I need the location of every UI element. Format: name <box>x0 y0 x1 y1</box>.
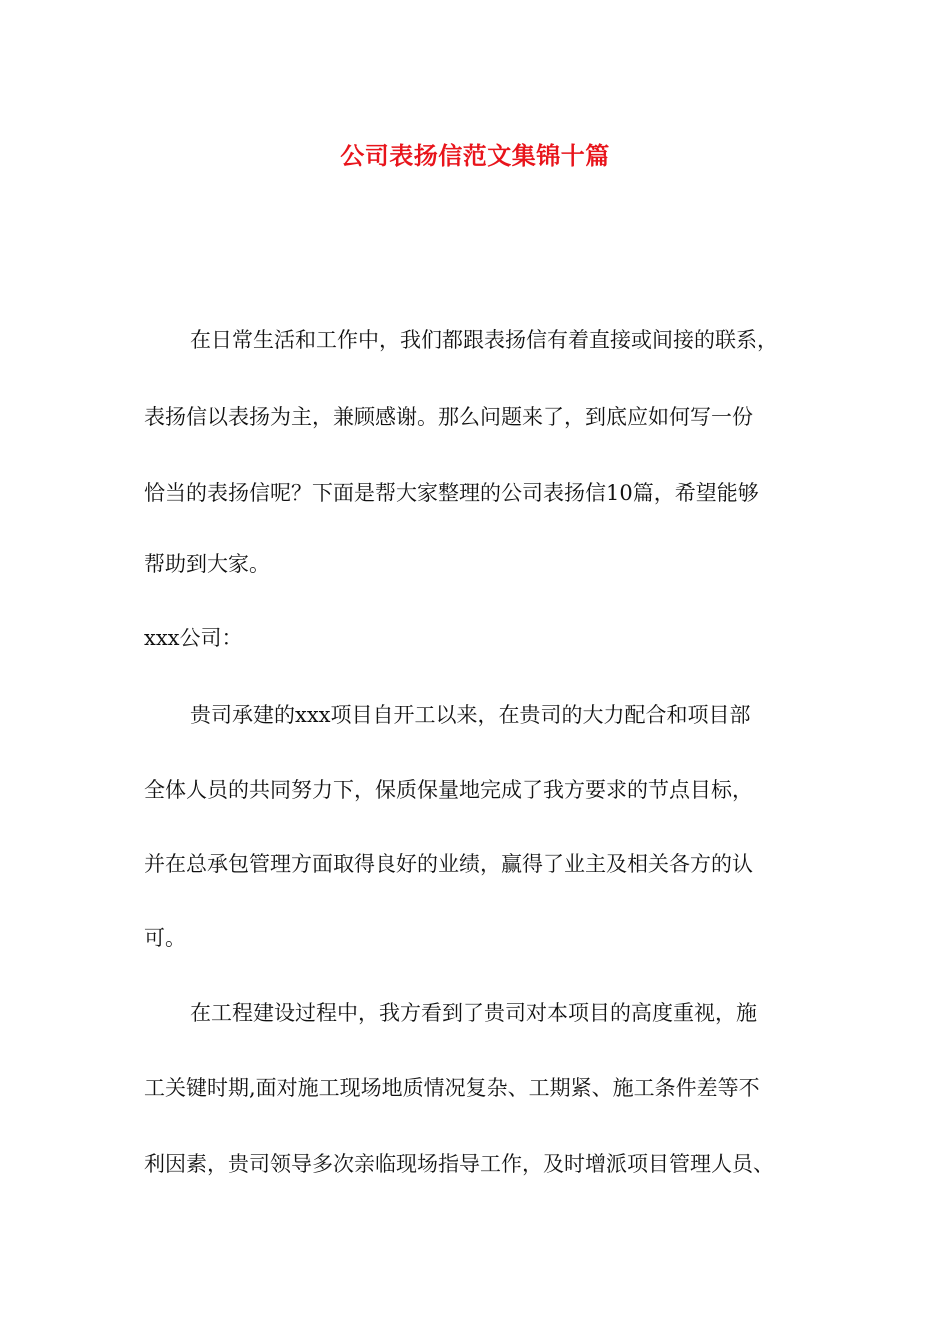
paragraph-line: 可。 <box>144 926 186 950</box>
paragraph-line: 利因素，贵司领导多次亲临现场指导工作，及时增派项目管理人员、 <box>144 1152 774 1176</box>
document-title: 公司表扬信范文集锦十篇 <box>340 142 610 170</box>
paragraph-line: 表扬信以表扬为主，兼顾感谢。那么问题来了，到底应如何写一份 <box>144 405 753 429</box>
paragraph-line: 并在总承包管理方面取得良好的业绩，赢得了业主及相关各方的认 <box>144 852 753 876</box>
paragraph-line: 在日常生活和工作中，我们都跟表扬信有着直接或间接的联系， <box>190 328 778 352</box>
salutation-line: xxx公司： <box>144 626 243 650</box>
paragraph-line: 全体人员的共同努力下，保质保量地完成了我方要求的节点目标， <box>144 778 753 802</box>
paragraph-line: 恰当的表扬信呢？下面是帮大家整理的公司表扬信10篇，希望能够 <box>144 481 759 505</box>
paragraph-line: 工关键时期,面对施工现场地质情况复杂、工期紧、施工条件差等不 <box>144 1076 760 1100</box>
paragraph-line: 贵司承建的xxx项目自开工以来，在贵司的大力配合和项目部 <box>190 703 751 727</box>
paragraph-line: 在工程建设过程中，我方看到了贵司对本项目的高度重视，施 <box>190 1001 757 1025</box>
paragraph-line: 帮助到大家。 <box>144 552 270 576</box>
